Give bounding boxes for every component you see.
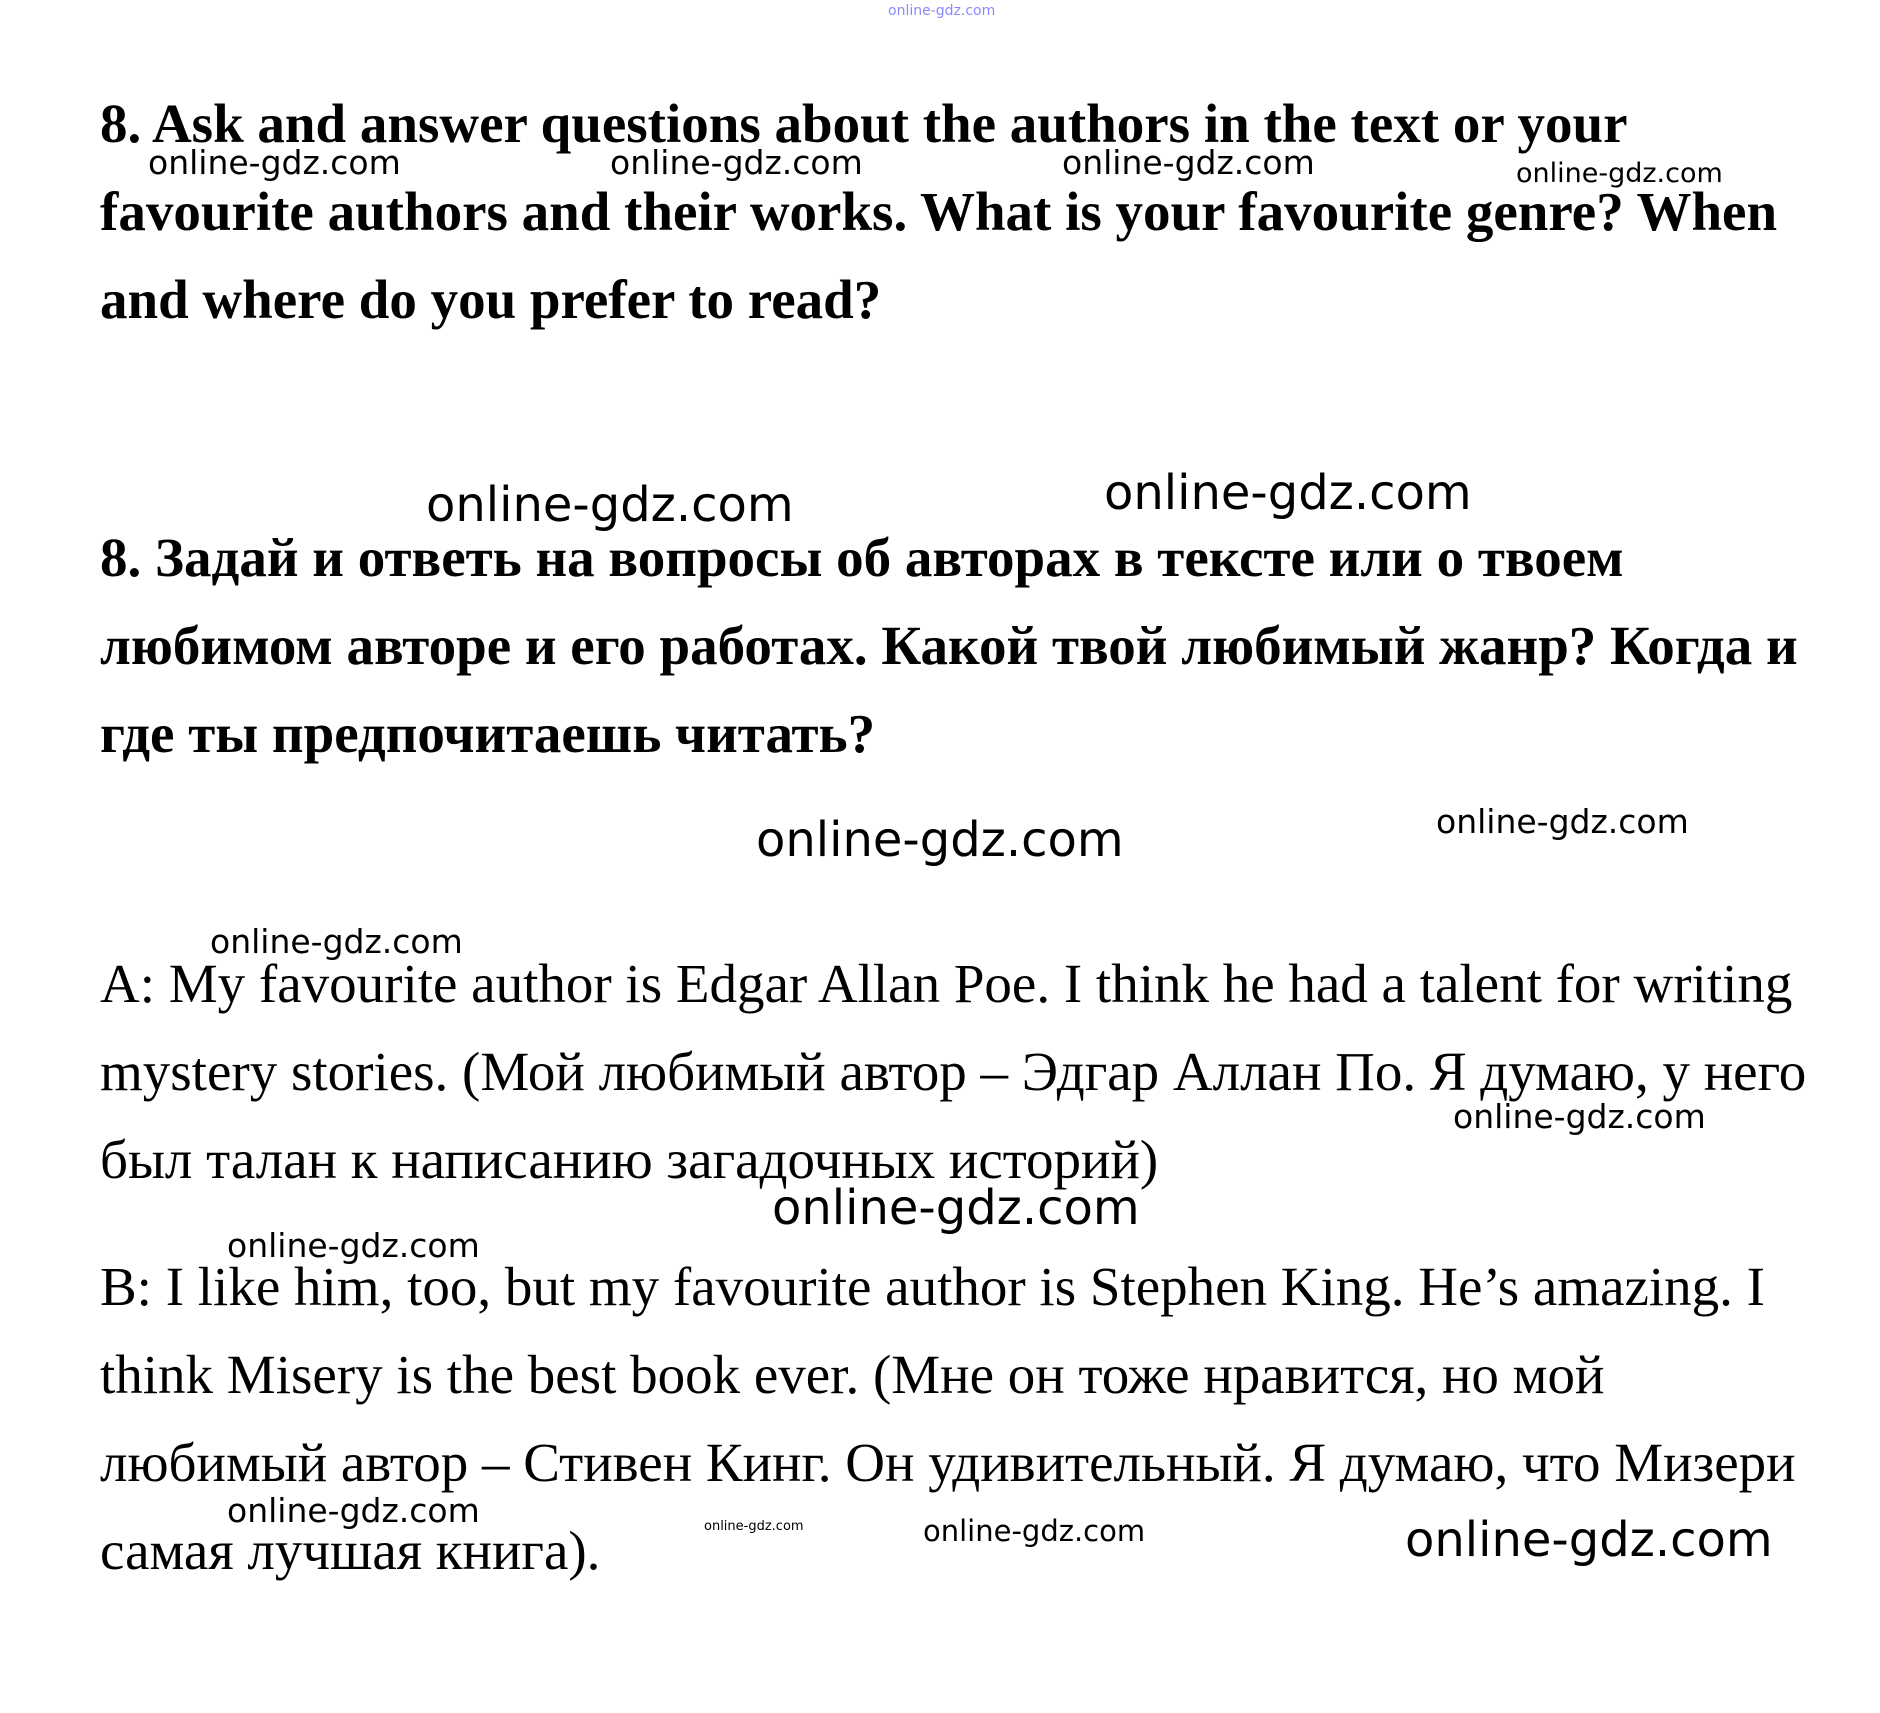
watermark: online-gdz.com: [1062, 143, 1315, 182]
watermark: online-gdz.com: [610, 143, 863, 182]
watermark: online-gdz.com: [1516, 158, 1723, 189]
watermark: online-gdz.com: [1405, 1512, 1773, 1568]
watermark: online-gdz.com: [227, 1491, 480, 1530]
task-english: 8. Ask and answer questions about the authors in the text or your favourite authors and their works. What is your favourite genre? When and where do you prefer to read?: [100, 93, 1778, 330]
watermark: online-gdz.com: [1104, 465, 1472, 521]
watermark: online-gdz.com: [148, 143, 401, 182]
watermark: online-gdz.com: [704, 1519, 804, 1534]
watermark: online-gdz.com: [227, 1226, 480, 1265]
answer-b: B: I like him, too, but my favourite author is Stephen King. He’s amazing. I think Misery is the best book ever. (Мне он тоже нравится, но мой любимый автор – Стивен Кинг. Он удивительный. Я думаю, что Мизери самая лучшая книга).: [100, 1256, 1796, 1581]
watermark: online-gdz.com: [1436, 802, 1689, 841]
answer-a: A: My favourite author is Edgar Allan Poe. I think he had a talent for writing mystery stories. (Мой любимый автор – Эдгар Аллан По. Я думаю, у него был талан к написанию загадочных историй): [100, 953, 1807, 1190]
watermark: online-gdz.com: [772, 1180, 1140, 1236]
task-russian: 8. Задай и ответь на вопросы об авторах в тексте или о твоем любимом авторе и его работах. Какой твой любимый жанр? Когда и где ты предпочитаешь читать?: [100, 527, 1798, 764]
watermark: online-gdz.com: [756, 812, 1124, 868]
watermark: online-gdz.com: [923, 1514, 1146, 1548]
watermark: online-gdz.com: [426, 477, 794, 533]
watermark: online-gdz.com: [888, 3, 996, 19]
watermark: online-gdz.com: [210, 922, 463, 961]
watermark: online-gdz.com: [1453, 1097, 1706, 1136]
